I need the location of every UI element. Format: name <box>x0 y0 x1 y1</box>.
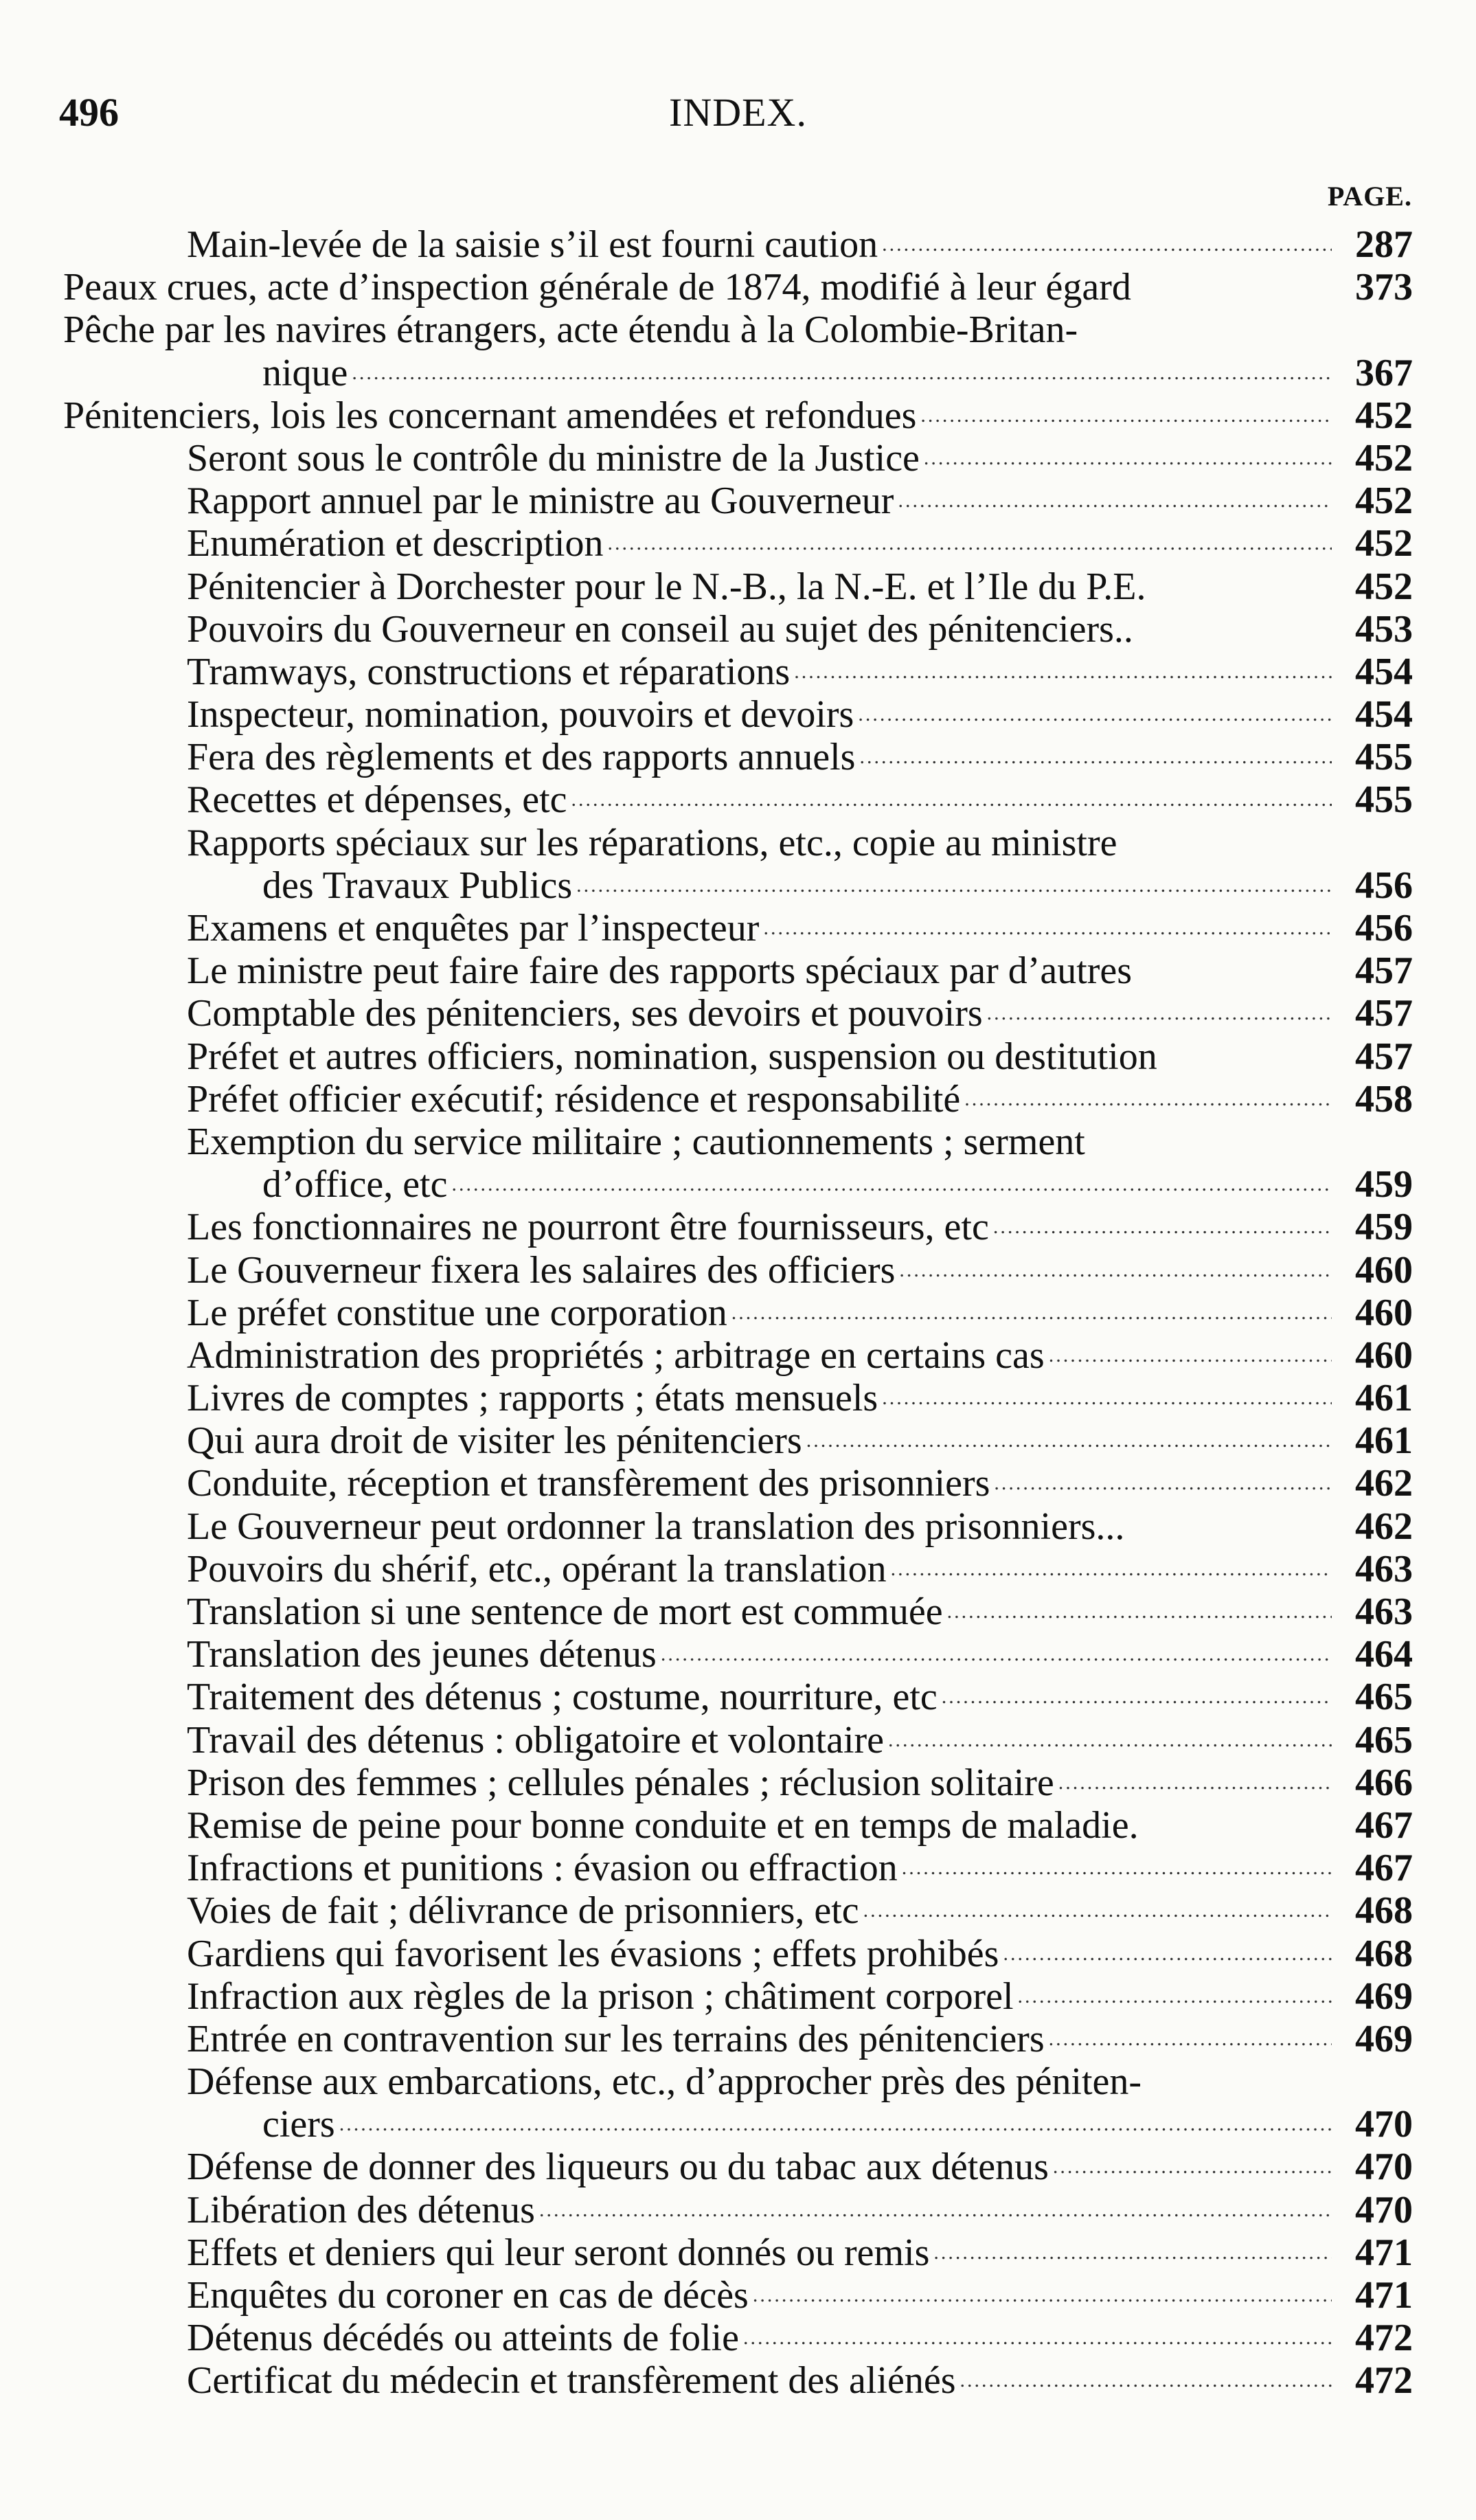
dot-leader <box>987 992 1332 1035</box>
index-entry-label: Tramways, constructions et réparations <box>187 650 791 693</box>
index-entry-label: Translation si une sentence de mort est commuée <box>187 1590 943 1633</box>
index-entry <box>0 1889 1476 1932</box>
index-entry-page: 471 <box>1355 2231 1413 2274</box>
index-entry-label: Détenus décédés ou atteints de folie <box>187 2317 739 2360</box>
index-entry <box>0 1762 1476 1804</box>
index-entry-label: Traitement des détenus ; costume, nourriture, etc <box>187 1676 938 1719</box>
dot-leader <box>859 736 1332 778</box>
index-entry-text-row <box>187 2359 1332 2402</box>
dot-leader <box>743 2317 1332 2359</box>
index-entry-label: Libération des détenus <box>187 2188 535 2231</box>
dot-leader <box>947 1590 1332 1633</box>
index-entry-text-row <box>187 2317 1332 2359</box>
index-entry-label: Le préfet constitue une corporation <box>187 1291 727 1334</box>
index-entry <box>0 1676 1476 1718</box>
index-entry-page: 452 <box>1355 480 1413 523</box>
index-entry-text-row <box>187 651 1332 693</box>
index-entry-label: Le ministre peut faire faire des rapports spéciaux par d’autres <box>187 949 1133 993</box>
index-entry <box>0 2274 1476 2317</box>
dot-leader <box>806 1419 1332 1462</box>
index-entry-page: 367 <box>1355 351 1413 394</box>
index-entry <box>0 1975 1476 2018</box>
index-entry <box>0 1121 1476 1163</box>
dot-leader <box>352 352 1332 394</box>
index-entry <box>0 1719 1476 1762</box>
index-entry <box>0 1206 1476 1248</box>
index-entry <box>0 352 1476 394</box>
index-entry-text-row <box>187 1035 1332 1078</box>
index-entry-label: Main-levée de la saisie s’il est fourni caution <box>187 223 878 266</box>
dot-leader <box>607 522 1332 565</box>
index-entry-text-row <box>187 1505 1332 1548</box>
index-entry-label: Prison des femmes ; cellules pénales ; réclusion solitaire <box>187 1761 1054 1804</box>
index-entry-page: 467 <box>1355 1847 1413 1890</box>
index-entry-text-row <box>187 949 1332 992</box>
index-entry-text-row <box>187 778 1332 821</box>
index-entry <box>0 608 1476 651</box>
dot-leader <box>1049 2018 1332 2060</box>
index-entry-label: Le Gouverneur peut ordonner la translation des prisonniers... <box>187 1505 1125 1548</box>
dot-leader <box>451 1163 1332 1206</box>
index-entry <box>0 992 1476 1035</box>
index-entry-label: Peaux crues, acte d’inspection générale de 1874, modifié à leur égard <box>63 266 1131 309</box>
dot-leader <box>920 394 1332 437</box>
index-entry <box>0 693 1476 736</box>
index-entry-label: ciers <box>262 2103 335 2146</box>
index-entry-label: Qui aura droit de visiter les pénitenciers <box>187 1419 802 1463</box>
index-entry <box>0 1292 1476 1334</box>
page-title: INDEX. <box>669 90 807 135</box>
index-entry-page: 471 <box>1355 2274 1413 2317</box>
index-entry <box>0 736 1476 778</box>
index-entry-text-row <box>187 1206 1332 1248</box>
index-entry-text-row <box>262 1163 1332 1206</box>
index-entry <box>0 2317 1476 2359</box>
index-entry-text-row <box>187 437 1332 480</box>
dot-leader <box>882 1377 1332 1419</box>
dot-leader <box>993 1206 1332 1248</box>
index-entry <box>0 1035 1476 1078</box>
index-entry-label: Pénitencier à Dorchester pour le N.-B., la N.-E. et l’Ile du P.E. <box>187 565 1146 608</box>
index-entry <box>0 949 1476 992</box>
index-entry-text-row <box>187 2060 1332 2103</box>
index-entry-text-row <box>187 1121 1332 1163</box>
index-entry-page: 469 <box>1355 2017 1413 2060</box>
index-entry-label: Le Gouverneur fixera les salaires des officiers <box>187 1248 896 1292</box>
index-entry-text-row <box>187 1377 1332 1419</box>
index-entry-label: Conduite, réception et transfèrement des prisonniers <box>187 1462 990 1505</box>
index-entry <box>0 2189 1476 2231</box>
index-entry-page: 452 <box>1355 565 1413 608</box>
index-entry-page: 468 <box>1355 1932 1413 1975</box>
dot-leader <box>661 1633 1332 1676</box>
index-entry-text-row <box>187 1847 1332 1889</box>
index-entry <box>0 1377 1476 1419</box>
index-entry <box>0 1462 1476 1505</box>
dot-leader <box>924 437 1332 480</box>
index-entry-text-row <box>187 1762 1332 1804</box>
index-entry-label: nique <box>262 351 348 394</box>
index-entry <box>0 1163 1476 1206</box>
index-entry-text-row <box>187 480 1332 522</box>
index-entry-text-row <box>187 2189 1332 2231</box>
index-entry-text-row <box>187 608 1332 651</box>
index-entry-label: Livres de comptes ; rapports ; états mensuels <box>187 1377 878 1420</box>
index-entry <box>0 1419 1476 1462</box>
index-entry-page: 459 <box>1355 1163 1413 1206</box>
index-entry-page: 461 <box>1355 1419 1413 1463</box>
index-entry-label: Seront sous le contrôle du ministre de la Justice <box>187 436 920 480</box>
index-entry-text-row <box>262 864 1332 907</box>
dot-leader <box>899 1249 1332 1292</box>
dot-leader <box>753 2274 1332 2317</box>
index-entry <box>0 1847 1476 1889</box>
index-entry-label: Examens et enquêtes par l’inspecteur <box>187 907 760 949</box>
dot-leader <box>1018 1975 1332 2018</box>
index-entry-text-row <box>187 1419 1332 1462</box>
index-entry-text-row <box>187 1804 1332 1847</box>
index-entry-text-row <box>187 2231 1332 2274</box>
index-entry-text-row <box>63 394 1332 437</box>
dot-leader <box>1049 1334 1332 1377</box>
index-entry <box>0 2018 1476 2060</box>
index-entry-label: Pouvoirs du shérif, etc., opérant la translation <box>187 1547 887 1590</box>
index-entry-page: 470 <box>1355 2146 1413 2189</box>
index-entry-text-row <box>187 693 1332 736</box>
dot-leader <box>858 693 1332 736</box>
index-entry-text-row <box>187 1719 1332 1762</box>
index-entry-label: Enquêtes du coroner en cas de décès <box>187 2274 749 2317</box>
dot-leader <box>933 2231 1332 2274</box>
index-entry-label: Comptable des pénitenciers, ses devoirs et pouvoirs <box>187 992 983 1035</box>
dot-leader <box>863 1889 1332 1932</box>
index-entry-page: 287 <box>1355 223 1413 266</box>
index-entry-page: 461 <box>1355 1377 1413 1420</box>
index-entry-page: 460 <box>1355 1334 1413 1377</box>
index-entry <box>0 651 1476 693</box>
index-entry-text-row <box>187 992 1332 1035</box>
dot-leader <box>960 2359 1332 2402</box>
index-entry-text-row <box>187 1590 1332 1633</box>
index-entry-label: Infraction aux règles de la prison ; châtiment corporel <box>187 1975 1014 2018</box>
index-entry-label: des Travaux Publics <box>262 864 573 907</box>
index-entry-page: 452 <box>1355 436 1413 480</box>
index-entry-page: 453 <box>1355 607 1413 651</box>
index-entry-page: 457 <box>1355 992 1413 1035</box>
dot-leader <box>891 1548 1332 1590</box>
index-entry <box>0 1548 1476 1590</box>
index-entry-text-row <box>187 1676 1332 1718</box>
index-entry-text-row <box>187 1548 1332 1590</box>
index-entry-label: Travail des détenus : obligatoire et volontaire <box>187 1718 885 1762</box>
index-entry-label: d’office, etc <box>262 1163 448 1206</box>
index-entry-text-row <box>187 1078 1332 1121</box>
index-entry-label: Enumération et description <box>187 522 604 565</box>
index-entry <box>0 565 1476 608</box>
index-entry-label: Voies de fait ; délivrance de prisonniers, etc <box>187 1889 859 1933</box>
index-entry-page: 463 <box>1355 1547 1413 1590</box>
index-entry-label: Rapports spéciaux sur les réparations, etc., copie au ministre <box>187 821 1117 864</box>
index-entry <box>0 2146 1476 2188</box>
dot-leader <box>731 1292 1332 1334</box>
dot-leader <box>576 864 1332 907</box>
index-entry-page: 472 <box>1355 2317 1413 2360</box>
dot-leader <box>1003 1933 1332 1975</box>
index-entry-label: Rapport annuel par le ministre au Gouverneur <box>187 480 894 523</box>
index-entry-page: 456 <box>1355 864 1413 907</box>
index-entry-label: Pêche par les navires étrangers, acte étendu à la Colombie-Britan- <box>63 308 1078 352</box>
index-entry-text-row <box>187 565 1332 608</box>
index-entry-page: 465 <box>1355 1676 1413 1719</box>
page-column-header: PAGE. <box>1327 181 1412 212</box>
index-entry-page: 467 <box>1355 1803 1413 1847</box>
index-entry <box>0 1505 1476 1548</box>
index-entry-text-row <box>187 1889 1332 1932</box>
index-entry-label: Préfet et autres officiers, nomination, suspension ou destitution <box>187 1035 1157 1078</box>
index-entry-label: Pouvoirs du Gouverneur en conseil au sujet des pénitenciers.. <box>187 607 1133 651</box>
index-entry-page: 462 <box>1355 1462 1413 1505</box>
dot-leader <box>898 480 1332 522</box>
index-entry-page: 460 <box>1355 1291 1413 1334</box>
index-entry-label: Défense de donner des liqueurs ou du tabac aux détenus <box>187 2146 1049 2189</box>
index-entry <box>0 1249 1476 1292</box>
index-entry-page: 462 <box>1355 1505 1413 1548</box>
index-entry-label: Fera des règlements et des rapports annuels <box>187 736 856 779</box>
index-entry-label: Effets et deniers qui leur seront donnés ou remis <box>187 2231 930 2274</box>
index-entry-text-row <box>187 2274 1332 2317</box>
dot-leader <box>942 1676 1332 1718</box>
index-entries <box>0 223 1476 2403</box>
index-entry <box>0 1078 1476 1121</box>
index-entry <box>0 266 1476 308</box>
index-entry-text-row <box>63 308 1332 351</box>
index-entry-label: Inspecteur, nomination, pouvoirs et devoirs <box>187 693 854 736</box>
index-entry-label: Gardiens qui favorisent les évasions ; effets prohibés <box>187 1932 999 1975</box>
index-entry-text-row <box>187 1975 1332 2018</box>
index-entry <box>0 394 1476 437</box>
index-entry-page: 457 <box>1355 1035 1413 1078</box>
index-entry <box>0 822 1476 864</box>
index-entry-page: 463 <box>1355 1590 1413 1633</box>
index-entry-text-row <box>187 736 1332 778</box>
dot-leader <box>902 1847 1332 1889</box>
index-entry-page: 459 <box>1355 1206 1413 1249</box>
index-entry <box>0 308 1476 351</box>
index-entry-page: 465 <box>1355 1718 1413 1762</box>
index-entry <box>0 2103 1476 2146</box>
index-entry-label: Entrée en contravention sur les terrains des pénitenciers <box>187 2017 1045 2060</box>
index-entry-text-row <box>187 1292 1332 1334</box>
dot-leader <box>882 223 1332 266</box>
index-entry-page: 470 <box>1355 2188 1413 2231</box>
index-entry-text-row <box>187 822 1332 864</box>
index-entry-page: 460 <box>1355 1248 1413 1292</box>
index-entry-label: Pénitenciers, lois les concernant amendées et refondues <box>63 394 917 437</box>
index-entry-text-row <box>187 2146 1332 2188</box>
index-entry-text-row <box>187 2018 1332 2060</box>
index-entry-page: 466 <box>1355 1761 1413 1804</box>
index-entry-text-row <box>262 2103 1332 2146</box>
index-entry-page: 457 <box>1355 949 1413 993</box>
index-entry <box>0 1590 1476 1633</box>
index-entry-text-row <box>262 352 1332 394</box>
page-number: 496 <box>59 90 119 135</box>
index-entry-page: 456 <box>1355 907 1413 949</box>
index-entry-page: 452 <box>1355 522 1413 565</box>
index-entry-text-row <box>63 266 1332 308</box>
dot-leader <box>994 1462 1332 1505</box>
index-entry-label: Exemption du service militaire ; cautionnements ; serment <box>187 1120 1085 1163</box>
index-entry-page: 452 <box>1355 394 1413 437</box>
index-entry-text-row <box>187 1334 1332 1377</box>
index-entry <box>0 522 1476 565</box>
index-entry-label: Préfet officier exécutif; résidence et responsabilité <box>187 1077 961 1121</box>
dot-leader <box>888 1719 1332 1762</box>
index-entry-label: Les fonctionnaires ne pourront être fournisseurs, etc <box>187 1206 989 1249</box>
index-entry-text-row <box>187 1249 1332 1292</box>
index-entry <box>0 480 1476 522</box>
index-entry-text-row <box>187 223 1332 266</box>
index-entry <box>0 2231 1476 2274</box>
index-entry-label: Recettes et dépenses, etc <box>187 778 567 822</box>
dot-leader <box>794 651 1332 693</box>
dot-leader <box>1053 2146 1332 2188</box>
index-entry-text-row <box>187 1933 1332 1975</box>
index-entry <box>0 1334 1476 1377</box>
index-entry <box>0 2359 1476 2402</box>
dot-leader <box>539 2189 1332 2231</box>
dot-leader <box>964 1078 1332 1121</box>
index-entry-page: 454 <box>1355 693 1413 736</box>
index-entry <box>0 778 1476 821</box>
index-entry-page: 455 <box>1355 736 1413 779</box>
index-entry-page: 468 <box>1355 1889 1413 1933</box>
index-entry-text-row <box>187 907 1332 949</box>
dot-leader <box>763 907 1332 949</box>
index-entry <box>0 223 1476 266</box>
index-entry-page: 373 <box>1355 266 1413 309</box>
index-entry-page: 454 <box>1355 650 1413 693</box>
index-entry-text-row <box>187 522 1332 565</box>
index-entry <box>0 2060 1476 2103</box>
index-entry-text-row <box>187 1633 1332 1676</box>
index-entry-label: Infractions et punitions : évasion ou effraction <box>187 1847 898 1890</box>
index-entry-page: 464 <box>1355 1633 1413 1676</box>
index-entry-label: Translation des jeunes détenus <box>187 1633 657 1676</box>
index-entry <box>0 907 1476 949</box>
index-entry-page: 470 <box>1355 2103 1413 2146</box>
dot-leader <box>339 2103 1332 2146</box>
index-entry-page: 458 <box>1355 1077 1413 1121</box>
dot-leader <box>571 778 1332 821</box>
index-entry-page: 472 <box>1355 2359 1413 2403</box>
index-entry-text-row <box>187 1462 1332 1505</box>
index-entry-label: Certificat du médecin et transfèrement des aliénés <box>187 2359 956 2403</box>
index-entry-page: 455 <box>1355 778 1413 822</box>
dot-leader <box>1058 1762 1332 1804</box>
index-entry-label: Administration des propriétés ; arbitrage en certains cas <box>187 1334 1045 1377</box>
index-entry <box>0 437 1476 480</box>
index-entry <box>0 864 1476 907</box>
index-entry-page: 469 <box>1355 1975 1413 2018</box>
index-entry <box>0 1633 1476 1676</box>
index-entry <box>0 1933 1476 1975</box>
index-entry <box>0 1804 1476 1847</box>
index-entry-label: Remise de peine pour bonne conduite et en temps de maladie. <box>187 1803 1139 1847</box>
index-entry-label: Défense aux embarcations, etc., d’approcher près des péniten- <box>187 2060 1142 2104</box>
